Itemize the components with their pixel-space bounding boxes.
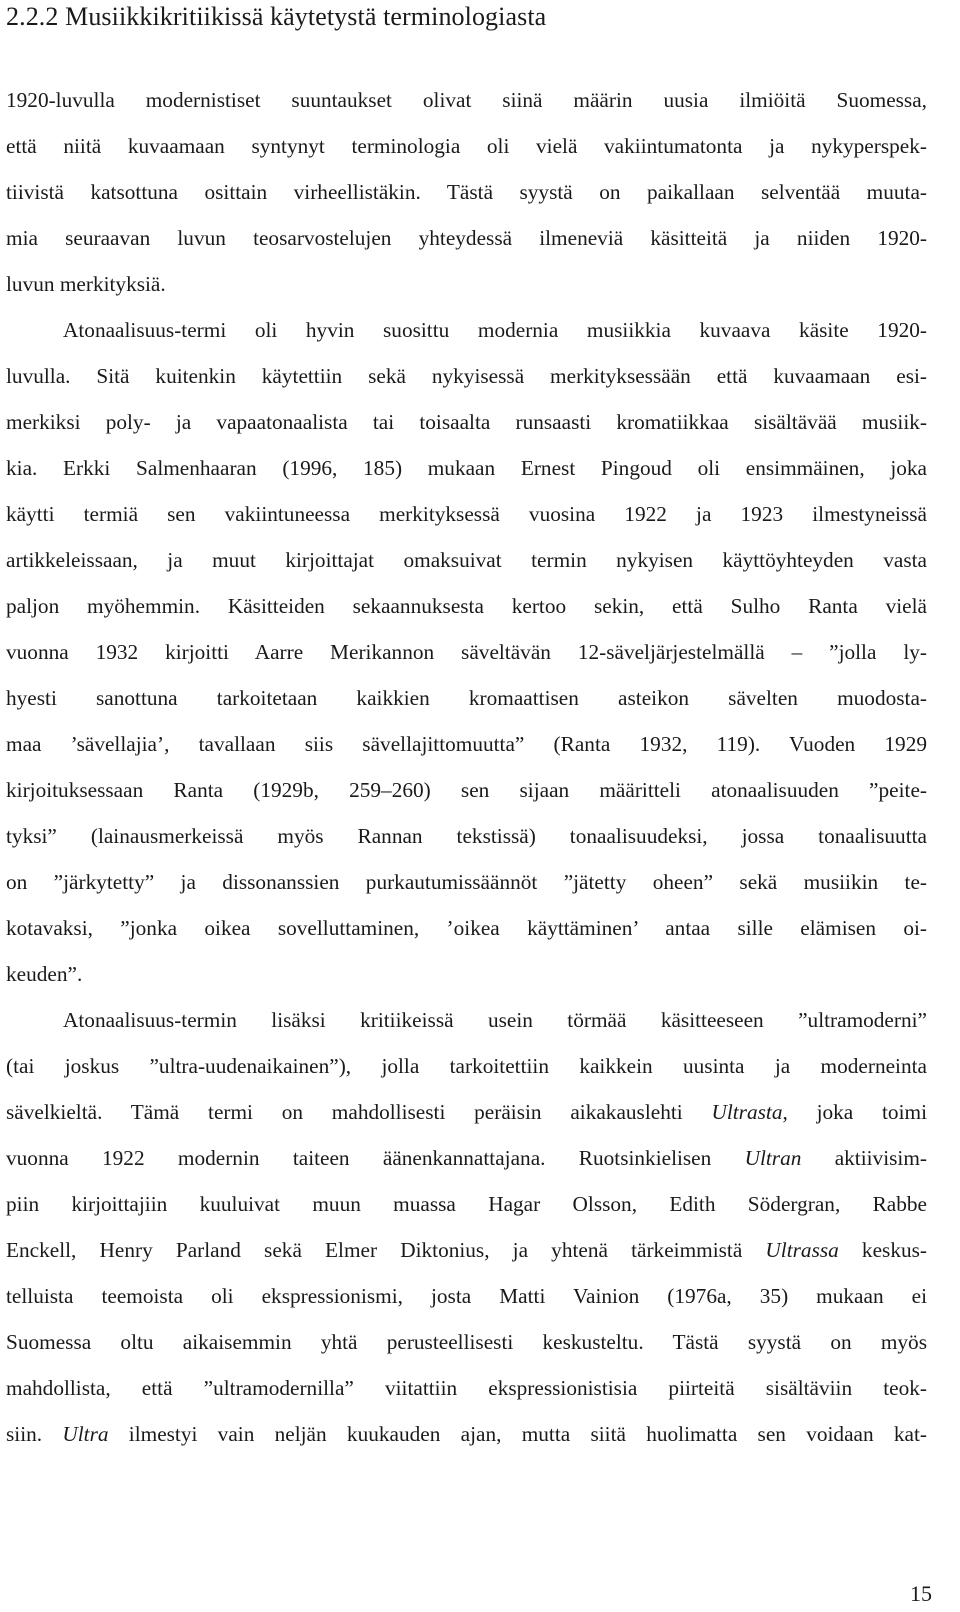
page-number: 15: [910, 1581, 932, 1606]
text-line: piin kirjoittajiin kuuluivat muun muassa Hagar Olsson, Edith Södergran, Rabbe: [6, 1192, 927, 1216]
text-line: mia seuraavan luvun teosarvostelujen yhteydessä ilmeneviä käsitteitä ja niiden 1920-: [6, 226, 927, 250]
text-line: käytti termiä sen vakiintuneessa merkityksessä vuosina 1922 ja 1923 ilmestyneissä: [6, 502, 927, 526]
text-line: 1920-luvulla modernistiset suuntaukset olivat siinä määrin uusia ilmiöitä Suomessa,: [6, 88, 927, 112]
italic-title: Ultrassa: [765, 1238, 839, 1262]
text-run: vuonna 1922 modernin taiteen äänenkannattajana. Ruotsinkielisen: [6, 1146, 745, 1170]
text-line: telluista teemoista oli ekspressionismi, josta Matti Vainion (1976a, 35) mukaan ei: [6, 1284, 927, 1308]
text-run: ilmestyi vain neljän kuukauden ajan, mutta siitä huolimatta sen voidaan kat-: [108, 1422, 928, 1446]
text-run: siin.: [6, 1422, 63, 1446]
text-line: luvun merkityksiä.: [6, 272, 166, 296]
text-line: vuonna 1932 kirjoitti Aarre Merikannon säveltävän 12-säveljärjestelmällä – ”jolla ly-: [6, 640, 927, 664]
italic-title: Ultra: [62, 1422, 109, 1446]
text-line: Atonaalisuus-termi oli hyvin suosittu modernia musiikkia kuvaava käsite 1920-: [63, 318, 927, 342]
text-line: tyksi” (lainausmerkeissä myös Rannan tekstissä) tonaalisuudeksi, jossa tonaalisuutta: [6, 824, 927, 848]
text-line: Atonaalisuus-termin lisäksi kritiikeissä usein törmää käsitteeseen ”ultramoderni”: [63, 1008, 927, 1032]
text-line: tiivistä katsottuna osittain virheellistäkin. Tästä syystä on paikallaan selventää muuta-: [6, 180, 927, 204]
italic-title: Ultrasta: [711, 1100, 783, 1124]
italic-title: Ultran: [744, 1146, 802, 1170]
text-line: maa ’sävellajia’, tavallaan siis sävellajittomuutta” (Ranta 1932, 119). Vuoden 1929: [6, 732, 927, 756]
text-line: mahdollista, että ”ultramodernilla” viitattiin ekspressionistisia piirteitä sisältäviin teok-: [6, 1376, 927, 1400]
text-line: merkiksi poly- ja vapaatonaalista tai toisaalta runsaasti kromatiikkaa sisältävää musiik-: [6, 410, 927, 434]
text-run: sävelkieltä. Tämä termi on mahdollisesti peräisin aikakauslehti: [6, 1100, 712, 1124]
text-line: Suomessa oltu aikaisemmin yhtä perusteellisesti keskusteltu. Tästä syystä on myös: [6, 1330, 927, 1354]
text-line: paljon myöhemmin. Käsitteiden sekaannuksesta kertoo sekin, että Sulho Ranta vielä: [6, 594, 927, 618]
section-heading: 2.2.2 Musiikkikritiikissä käytetystä terminologiasta: [6, 2, 547, 31]
text-line: [6, 1096, 927, 1128]
text-line: (tai joskus ”ultra-uudenaikainen”), jolla tarkoitettiin kaikkein uusinta ja moderneinta: [6, 1054, 927, 1078]
text-line: [6, 1142, 927, 1174]
text-line: että niitä kuvaamaan syntynyt terminologia oli vielä vakiintumatonta ja nykyperspek-: [6, 134, 927, 158]
text-line: [6, 1418, 927, 1450]
text-line: keuden”.: [6, 962, 83, 986]
text-line: kia. Erkki Salmenhaaran (1996, 185) mukaan Ernest Pingoud oli ensimmäinen, joka: [6, 456, 927, 480]
text-line: on ”järkytetty” ja dissonanssien purkautumissäännöt ”jätetty oheen” sekä musiikin te-: [6, 870, 927, 894]
text-run: aktiivisim-: [801, 1146, 927, 1170]
text-line: hyesti sanottuna tarkoitetaan kaikkien kromaattisen asteikon sävelten muodosta-: [6, 686, 927, 710]
text-line: kirjoituksessaan Ranta (1929b, 259–260) sen sijaan määritteli atonaalisuuden ”peite-: [6, 778, 927, 802]
text-run: keskus-: [838, 1238, 927, 1262]
text-run: Enckell, Henry Parland sekä Elmer Diktonius, ja yhtenä tärkeimmistä: [6, 1238, 766, 1262]
text-line: [6, 1234, 927, 1266]
text-line: kotavaksi, ”jonka oikea sovelluttaminen, ’oikea käyttäminen’ antaa sille elämisen oi-: [6, 916, 927, 940]
text-line: luvulla. Sitä kuitenkin käytettiin sekä nykyisessä merkityksessään että kuvaamaan esi-: [6, 364, 927, 388]
text-line: artikkeleissaan, ja muut kirjoittajat omaksuivat termin nykyisen käyttöyhteyden vasta: [6, 548, 927, 572]
text-run: , joka toimi: [782, 1100, 927, 1124]
